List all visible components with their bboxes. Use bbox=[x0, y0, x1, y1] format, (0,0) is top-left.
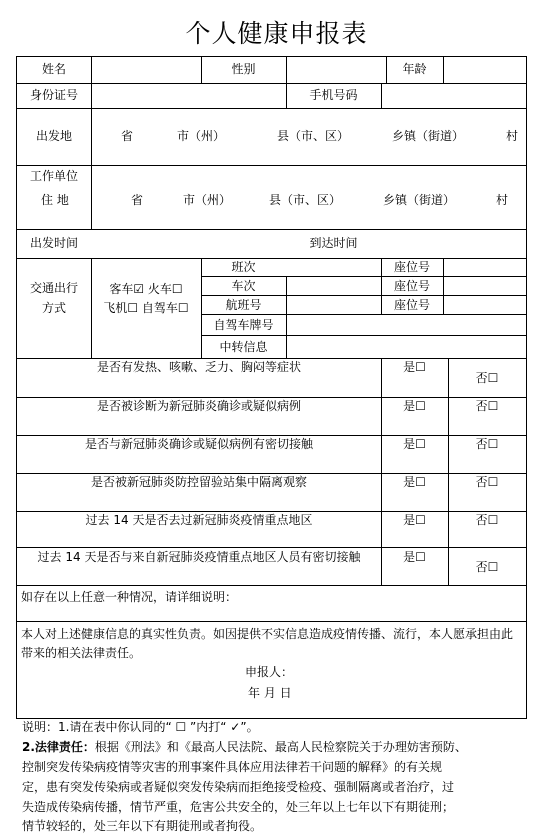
row-divider bbox=[201, 314, 526, 315]
question-text: 是否被新冠肺炎防控留验站集中隔离观察 bbox=[90, 475, 307, 489]
form-title: 个人健康申报表 bbox=[185, 19, 368, 48]
yes-checkbox[interactable]: 是☐ bbox=[403, 550, 426, 564]
declaration-text: 本人对上述健康信息的真实性负责。如因提供不实信息造成疫情传播、流行，本人愿承担由此带来的相关法律责任。 bbox=[21, 627, 514, 660]
phone-label: 手机号码 bbox=[309, 88, 358, 102]
legal-note bbox=[22, 737, 467, 757]
id-number-label: 身份证号 bbox=[29, 88, 78, 102]
plate-number-label: 自驾车牌号 bbox=[213, 318, 274, 332]
question-text: 是否与新冠肺炎确诊或疑似病例有密切接触 bbox=[84, 437, 313, 451]
departure-city: 市（州） bbox=[177, 129, 226, 143]
legal-note-line: 定，患有突发传染病或者疑似突发传染病而拒绝接受检疫、强制隔离或者治疗，过 bbox=[22, 780, 455, 794]
legal-note-line: 根据《刑法》和《最高人民法院、最高人民检察院关于办理妨害预防、 bbox=[94, 740, 467, 754]
col-divider bbox=[91, 57, 92, 229]
residence-village: 村 bbox=[496, 193, 509, 207]
row-divider bbox=[17, 229, 526, 230]
yes-checkbox[interactable]: 是☐ bbox=[403, 399, 426, 413]
question-text: 是否有发热、咳嗽、乏力、胸闷等症状 bbox=[96, 360, 301, 374]
seat-label: 座位号 bbox=[393, 260, 430, 274]
name-label: 姓名 bbox=[41, 62, 66, 76]
departure-village: 村 bbox=[506, 129, 519, 143]
yes-checkbox[interactable]: 是☐ bbox=[403, 360, 426, 374]
row-divider bbox=[17, 547, 526, 548]
residence-label: 住 地 bbox=[41, 193, 69, 207]
col-divider bbox=[286, 57, 287, 83]
row-divider bbox=[17, 83, 526, 84]
sign-date: 年 月 日 bbox=[248, 686, 292, 700]
row-divider bbox=[17, 165, 526, 166]
residence-town: 乡镇（街道） bbox=[383, 193, 456, 207]
row-divider bbox=[17, 435, 526, 436]
flight-number-label: 航班号 bbox=[225, 298, 262, 312]
yes-checkbox[interactable]: 是☐ bbox=[403, 437, 426, 451]
no-checkbox[interactable]: 否☐ bbox=[475, 437, 499, 451]
yes-checkbox[interactable]: 是☐ bbox=[403, 475, 426, 489]
legal-note-label: 2.法律责任： bbox=[22, 740, 95, 754]
row-divider bbox=[17, 358, 526, 359]
no-checkbox[interactable]: 否☐ bbox=[475, 560, 499, 574]
col-divider bbox=[286, 276, 287, 358]
question-text: 过去 14 天是否去过新冠肺炎疫情重点地区 bbox=[85, 513, 313, 527]
transport-label-line2: 方式 bbox=[41, 301, 66, 315]
depart-time-label: 出发时间 bbox=[29, 236, 78, 250]
shift-label: 班次 bbox=[231, 260, 256, 274]
work-unit-label: 工作单位 bbox=[29, 169, 78, 183]
no-checkbox[interactable]: 否☐ bbox=[475, 371, 499, 385]
col-divider bbox=[381, 83, 382, 108]
signer-label: 申报人： bbox=[245, 665, 294, 679]
legal-note-line: 情节较轻的，处三年以下有期徒刑或者拘役。 bbox=[22, 819, 263, 833]
transport-label-line1: 交通出行 bbox=[29, 281, 78, 295]
row-divider bbox=[17, 621, 526, 622]
age-label: 年龄 bbox=[402, 62, 427, 76]
arrive-time-label: 到达时间 bbox=[309, 236, 358, 250]
row-divider bbox=[201, 276, 526, 277]
row-divider bbox=[17, 108, 526, 109]
departure-town: 乡镇（街道） bbox=[392, 129, 465, 143]
no-checkbox[interactable]: 否☐ bbox=[475, 399, 499, 413]
train-number-label: 车次 bbox=[231, 279, 256, 293]
declaration-form bbox=[16, 56, 527, 719]
row-divider bbox=[17, 585, 526, 586]
note-1: 说明：1.请在表中你认同的“ ☐ ”内打“ ✓”。 bbox=[22, 720, 259, 734]
row-divider bbox=[17, 258, 526, 259]
row-divider bbox=[17, 511, 526, 512]
departure-province: 省 bbox=[121, 129, 134, 143]
question-text: 过去 14 天是否与来自新冠肺炎疫情重点地区人员有密切接触 bbox=[37, 550, 361, 564]
transport-options-line2[interactable]: 飞机☐ 自驾车☐ bbox=[103, 301, 189, 315]
departure-label: 出发地 bbox=[35, 129, 72, 143]
col-divider bbox=[443, 57, 444, 83]
no-checkbox[interactable]: 否☐ bbox=[475, 513, 499, 527]
row-divider bbox=[201, 295, 526, 296]
transport-options-line1[interactable]: 客车☑ 火车☐ bbox=[109, 282, 183, 296]
residence-province: 省 bbox=[131, 193, 144, 207]
residence-city: 市（州） bbox=[183, 193, 232, 207]
detail-prompt: 如存在以上任意一种情况，请详细说明： bbox=[21, 590, 238, 604]
departure-county: 县（市、区） bbox=[277, 129, 350, 143]
gender-label: 性别 bbox=[231, 62, 256, 76]
transfer-info-label: 中转信息 bbox=[219, 340, 268, 354]
question-text: 是否被诊断为新冠肺炎确诊或疑似病例 bbox=[96, 399, 301, 413]
col-divider bbox=[448, 358, 449, 585]
seat-label: 座位号 bbox=[393, 298, 430, 312]
row-divider bbox=[17, 397, 526, 398]
no-checkbox[interactable]: 否☐ bbox=[475, 475, 499, 489]
row-divider bbox=[201, 335, 526, 336]
seat-label: 座位号 bbox=[393, 279, 430, 293]
yes-checkbox[interactable]: 是☐ bbox=[403, 513, 426, 527]
legal-note-line: 失造成传染病传播，情节严重，危害公共安全的，处三年以上七年以下有期徒刑； bbox=[22, 800, 455, 814]
residence-county: 县（市、区） bbox=[269, 193, 342, 207]
legal-note-line: 控制突发传染病疫情等灾害的刑事案件具体应用法律若干问题的解释》的有关规 bbox=[22, 760, 443, 774]
col-divider bbox=[443, 258, 444, 314]
row-divider bbox=[17, 473, 526, 474]
